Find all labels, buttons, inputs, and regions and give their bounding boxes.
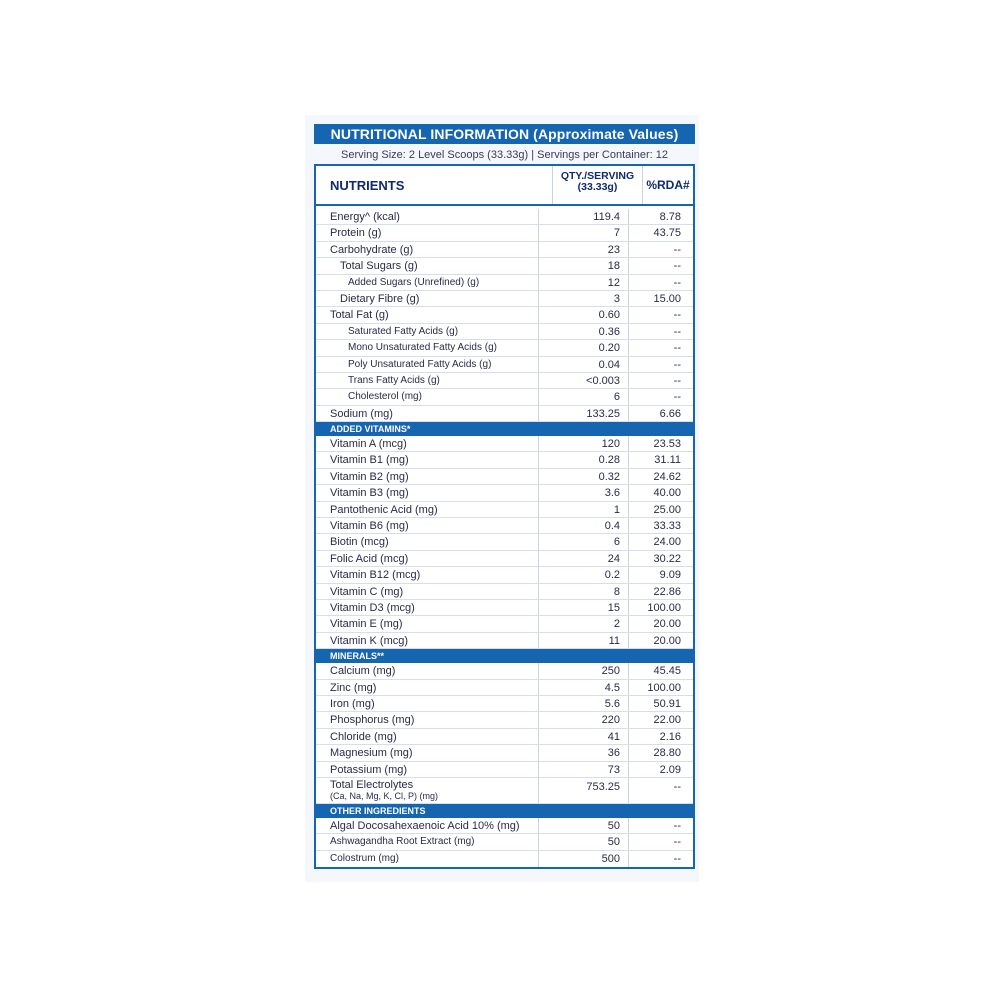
- table-row: [316, 406, 693, 422]
- nutrient-qty: 50: [538, 818, 628, 833]
- nutrient-rda: 25.00: [628, 502, 693, 517]
- nutrient-name: Magnesium (mg): [330, 747, 413, 760]
- label-title: NUTRITIONAL INFORMATION (Approximate Values): [314, 124, 695, 144]
- nutrient-rda: 24.00: [628, 534, 693, 549]
- table-row: [316, 225, 693, 241]
- nutrient-rda: --: [628, 357, 693, 372]
- table-header: [316, 166, 693, 206]
- nutrient-name: Vitamin C (mg): [330, 585, 404, 598]
- nutrient-rda: 30.22: [628, 551, 693, 566]
- table-row: [316, 745, 693, 761]
- serving-info: Serving Size: 2 Level Scoops (33.33g) | Servings per Container: 12: [341, 149, 668, 161]
- section-minerals: MINERALS**: [316, 649, 693, 663]
- nutrient-qty: <0.003: [538, 373, 628, 388]
- nutrient-name: Zinc (mg): [330, 681, 377, 694]
- nutrient-qty: 7: [538, 225, 628, 240]
- nutrient-qty: 2: [538, 616, 628, 631]
- nutrient-rda: --: [628, 373, 693, 388]
- nutrient-name: Saturated Fatty Acids (g): [348, 325, 459, 337]
- nutrient-name: Vitamin A (mcg): [330, 438, 407, 451]
- nutrient-name: Potassium (mg): [330, 763, 408, 776]
- nutrient-name: Protein (g): [330, 227, 382, 240]
- table-row: [316, 818, 693, 834]
- table-row: [316, 584, 693, 600]
- nutrient-name: Vitamin B12 (mcg): [330, 569, 421, 582]
- nutrient-qty: 6: [538, 534, 628, 549]
- header-qty: [552, 166, 642, 204]
- nutrient-name: Calcium (mg): [330, 665, 396, 678]
- nutrient-qty: 4.5: [538, 680, 628, 695]
- table-row: [316, 616, 693, 632]
- table-row: [316, 633, 693, 649]
- table-row: [316, 469, 693, 485]
- nutrient-name: Added Sugars (Unrefined) (g): [348, 276, 480, 288]
- nutrient-rda: 8.78: [628, 209, 693, 224]
- nutrient-rda: --: [628, 389, 693, 404]
- nutrient-qty: 36: [538, 745, 628, 760]
- nutrient-name: [316, 778, 538, 803]
- nutrient-rda: 22.86: [628, 584, 693, 599]
- nutrient-qty: 0.04: [538, 357, 628, 372]
- electrolytes-name: Total Electrolytes: [330, 778, 414, 791]
- nutrient-qty: 0.60: [538, 307, 628, 322]
- table-row: [316, 851, 693, 867]
- nutrient-rda: 20.00: [628, 633, 693, 648]
- table-row: [316, 696, 693, 712]
- nutrient-rda: 100.00: [628, 680, 693, 695]
- table-row-electrolytes: [316, 778, 693, 804]
- nutrient-rda: 45.45: [628, 663, 693, 678]
- nutrient-rda: 50.91: [628, 696, 693, 711]
- nutrient-qty: 220: [538, 712, 628, 727]
- nutrient-name: Phosphorus (mg): [330, 714, 415, 727]
- nutrient-name: Dietary Fibre (g): [340, 292, 420, 305]
- nutrient-name: Vitamin D3 (mcg): [330, 601, 415, 614]
- table-row: [316, 307, 693, 323]
- nutrient-rda: --: [628, 275, 693, 290]
- nutrient-qty: 15: [538, 600, 628, 615]
- nutrition-table: [314, 164, 695, 869]
- nutrient-qty: 8: [538, 584, 628, 599]
- nutrient-rda: 40.00: [628, 485, 693, 500]
- nutrient-rda: --: [628, 818, 693, 833]
- header-rda: %RDA#: [642, 166, 693, 204]
- nutrient-rda: 15.00: [628, 291, 693, 306]
- nutrient-qty: 18: [538, 258, 628, 273]
- nutrient-qty: 500: [538, 851, 628, 867]
- nutrient-name: Sodium (mg): [330, 407, 393, 420]
- nutrient-name: Vitamin E (mg): [330, 618, 403, 631]
- nutrient-name: Chloride (mg): [330, 730, 397, 743]
- nutrient-name: Total Sugars (g): [340, 260, 418, 273]
- nutrient-rda: 43.75: [628, 225, 693, 240]
- table-row: [316, 436, 693, 452]
- table-row: [316, 452, 693, 468]
- table-row: [316, 389, 693, 405]
- nutrient-rda: 9.09: [628, 567, 693, 582]
- table-row: [316, 324, 693, 340]
- nutrient-rda: 6.66: [628, 406, 693, 421]
- nutrient-qty: 73: [538, 762, 628, 777]
- nutrient-qty: 3: [538, 291, 628, 306]
- table-row: [316, 600, 693, 616]
- nutrient-rda: 2.16: [628, 729, 693, 744]
- header-nutrients: NUTRIENTS: [330, 177, 405, 193]
- nutrient-rda: 28.80: [628, 745, 693, 760]
- table-row: [316, 242, 693, 258]
- nutrient-qty: 0.36: [538, 324, 628, 339]
- nutrient-rda: 20.00: [628, 616, 693, 631]
- nutrient-qty: 11: [538, 633, 628, 648]
- nutrient-rda: --: [628, 307, 693, 322]
- nutrient-rda: --: [628, 851, 693, 867]
- nutrient-qty: 119.4: [538, 209, 628, 224]
- nutrient-qty: 6: [538, 389, 628, 404]
- nutrient-qty: 12: [538, 275, 628, 290]
- nutrient-rda: 22.00: [628, 712, 693, 727]
- nutrient-rda: --: [628, 324, 693, 339]
- nutrient-qty: 50: [538, 834, 628, 849]
- nutrient-qty: 0.2: [538, 567, 628, 582]
- nutrient-name: Vitamin B3 (mg): [330, 487, 409, 500]
- nutrient-qty: 133.25: [538, 406, 628, 421]
- nutrient-name: Vitamin B2 (mg): [330, 470, 409, 483]
- nutrient-qty: 41: [538, 729, 628, 744]
- table-row: [316, 729, 693, 745]
- nutrition-label: [314, 124, 695, 869]
- table-row: [316, 680, 693, 696]
- table-row: [316, 209, 693, 225]
- table-row: [316, 340, 693, 356]
- table-row: [316, 291, 693, 307]
- table-row: [316, 502, 693, 518]
- nutrient-qty: 5.6: [538, 696, 628, 711]
- nutrient-name: Vitamin B1 (mg): [330, 454, 409, 467]
- nutrient-name: Mono Unsaturated Fatty Acids (g): [348, 342, 497, 354]
- table-row: [316, 834, 693, 850]
- header-qty-line1: QTY./SERVING: [560, 170, 635, 182]
- table-row: [316, 518, 693, 534]
- nutrient-qty: 753.25: [538, 778, 628, 803]
- nutrient-qty: 250: [538, 663, 628, 678]
- nutrient-rda: 23.53: [628, 436, 693, 451]
- nutrient-qty: 1: [538, 502, 628, 517]
- nutrient-name: Pantothenic Acid (mg): [330, 503, 438, 516]
- nutrient-name: Folic Acid (mcg): [330, 552, 409, 565]
- nutrient-name: Biotin (mcg): [330, 536, 389, 549]
- nutrient-qty: 0.4: [538, 518, 628, 533]
- nutrient-rda: 33.33: [628, 518, 693, 533]
- nutrient-rda: --: [628, 778, 693, 803]
- table-row: [316, 663, 693, 679]
- table-row: [316, 485, 693, 501]
- section-other-ingredients: OTHER INGREDIENTS: [316, 804, 693, 818]
- table-row: [316, 373, 693, 389]
- nutrient-qty: 3.6: [538, 485, 628, 500]
- nutrient-name: Trans Fatty Acids (g): [348, 374, 440, 386]
- nutrient-name: Iron (mg): [330, 697, 375, 710]
- nutrient-qty: 23: [538, 242, 628, 257]
- table-row: [316, 275, 693, 291]
- table-row: [316, 712, 693, 728]
- nutrient-name: Cholesterol (mg): [348, 391, 422, 403]
- electrolytes-sub: (Ca, Na, Mg, K, Cl, P) (mg): [330, 790, 439, 801]
- table-row: [316, 762, 693, 778]
- nutrient-rda: --: [628, 242, 693, 257]
- nutrient-name: Total Fat (g): [330, 309, 389, 322]
- header-qty-line2: (33.33g): [577, 181, 618, 193]
- nutrient-qty: 0.32: [538, 469, 628, 484]
- nutrient-qty: 0.28: [538, 452, 628, 467]
- nutrient-name: Algal Docosahexaenoic Acid 10% (mg): [330, 819, 520, 832]
- nutrient-rda: 31.11: [628, 452, 693, 467]
- nutrient-name: Energy^ (kcal): [330, 211, 400, 223]
- nutrient-rda: 24.62: [628, 469, 693, 484]
- table-row: [316, 357, 693, 373]
- nutrient-name: Vitamin B6 (mg): [330, 520, 409, 533]
- nutrient-name: Colostrum (mg): [330, 852, 399, 864]
- nutrient-rda: --: [628, 258, 693, 273]
- table-row: [316, 567, 693, 583]
- nutrient-rda: 2.09: [628, 762, 693, 777]
- table-row: [316, 551, 693, 567]
- table-row: [316, 534, 693, 550]
- nutrient-name: Ashwagandha Root Extract (mg): [330, 836, 475, 848]
- nutrient-rda: --: [628, 834, 693, 849]
- nutrient-qty: 120: [538, 436, 628, 451]
- table-row: [316, 258, 693, 274]
- nutrient-name: Carbohydrate (g): [330, 243, 414, 256]
- nutrient-rda: 100.00: [628, 600, 693, 615]
- nutrient-qty: 24: [538, 551, 628, 566]
- nutrient-qty: 0.20: [538, 340, 628, 355]
- nutrient-rda: --: [628, 340, 693, 355]
- nutrient-name: Vitamin K (mcg): [330, 634, 409, 647]
- nutrient-name: Poly Unsaturated Fatty Acids (g): [348, 358, 492, 370]
- section-vitamins: ADDED VITAMINS*: [316, 422, 693, 436]
